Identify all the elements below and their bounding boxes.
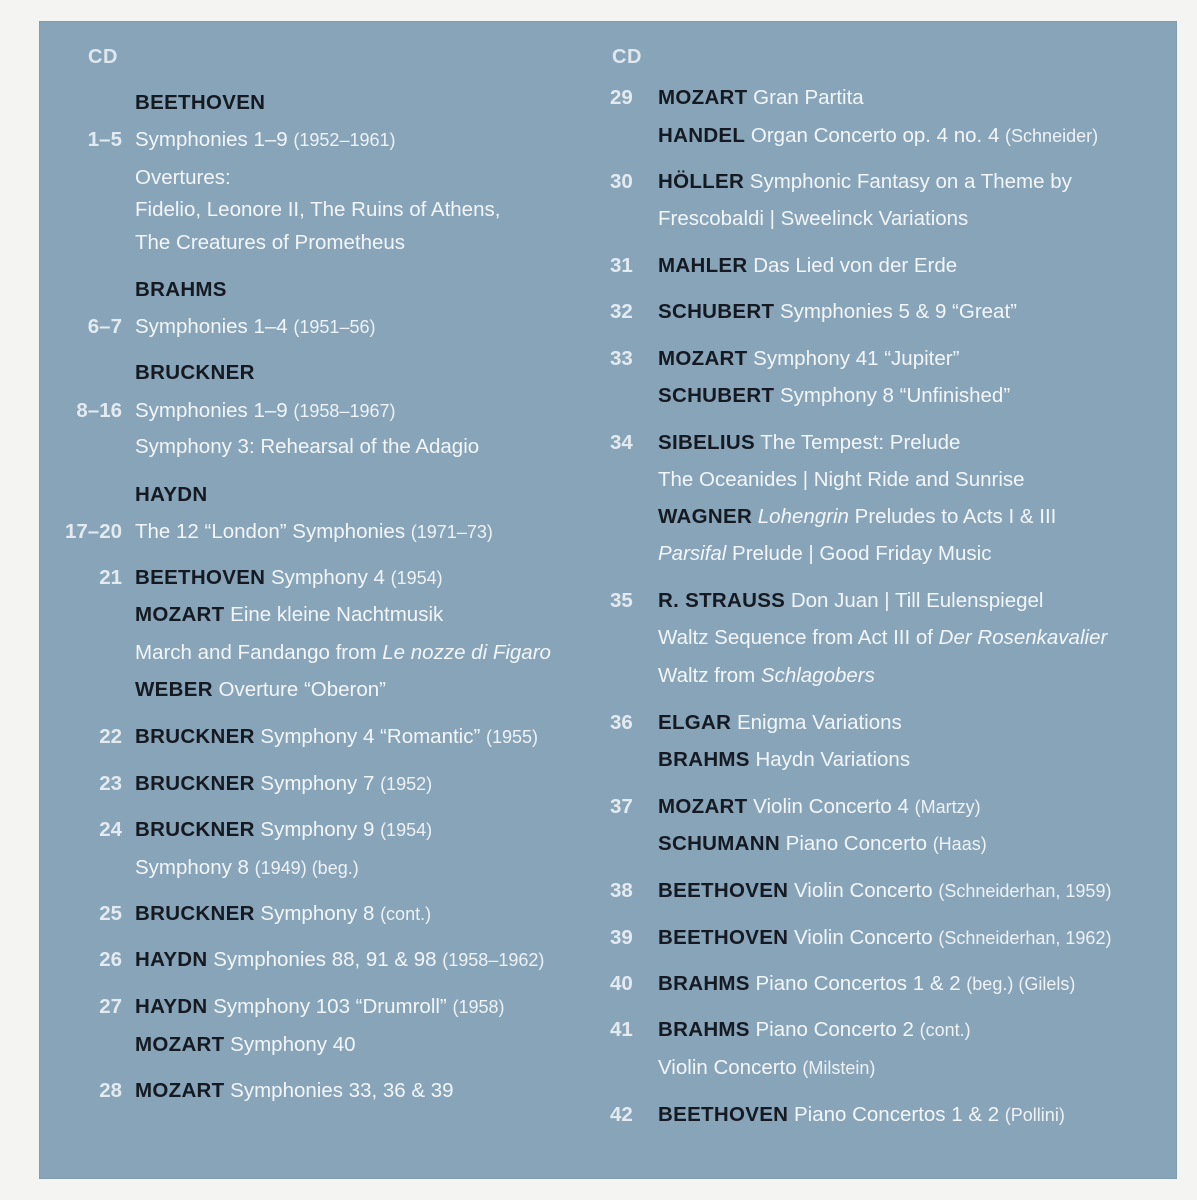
work-title: Piano Concertos 1 & 2 [749, 972, 967, 995]
work-title: Violin Concerto 4 [747, 795, 915, 818]
work-title: Overture “Oberon” [212, 678, 386, 701]
performance-detail: (1949) (beg.) [254, 858, 359, 878]
cd-number: 26 [99, 948, 122, 971]
composer-name: MOZART [658, 86, 748, 109]
tracklist-line [135, 519, 493, 545]
composer-name: R. STRAUSS [658, 589, 786, 612]
tracklist-line [658, 299, 1017, 325]
tracklist-line [658, 971, 1075, 997]
composer-name: MOZART [135, 603, 225, 626]
tracklist-line [135, 994, 505, 1020]
tracklist-line [658, 710, 902, 736]
tracklist-line [658, 504, 1056, 530]
work-title: The Oceanides | Night Ride and Sunrise [658, 468, 1025, 491]
tracklist-line [135, 724, 538, 750]
work-title: Overtures: [135, 166, 231, 189]
work-title-cont: Prelude | Good Friday Music [726, 542, 992, 565]
work-title: Piano Concerto [779, 832, 933, 855]
composer-name: BRUCKNER [135, 818, 255, 841]
work-title: The Creatures of Prometheus [135, 231, 406, 254]
cd-number: 29 [610, 86, 633, 109]
tracklist-line [135, 230, 405, 256]
work-title: Violin Concerto [658, 1056, 803, 1079]
work-title: Symphonies 1–4 [135, 315, 294, 338]
composer-name: BEETHOVEN [658, 926, 789, 949]
work-title: Symphonies 88, 91 & 98 [207, 948, 443, 971]
tracklist-line [658, 794, 981, 820]
work-title: Don Juan | Till Eulenspiegel [785, 589, 1044, 612]
work-title: Haydn Variations [749, 748, 911, 771]
work-title: Enigma Variations [731, 711, 902, 734]
work-title: Piano Concertos 1 & 2 [788, 1103, 1005, 1126]
tracklist-line [135, 640, 551, 666]
work-title: The 12 “London” Symphonies [135, 520, 411, 543]
tracklist-line [658, 1102, 1065, 1128]
performance-detail: (1958–1967) [293, 401, 396, 421]
cd-number: 35 [610, 589, 633, 612]
composer-name: BEETHOVEN [658, 1103, 789, 1126]
cd-number: 33 [610, 347, 633, 370]
tracklist-line [658, 169, 1072, 195]
work-title: The Tempest: Prelude [754, 431, 961, 454]
composer-name: HANDEL [658, 124, 746, 147]
work-title: Symphony 4 [265, 566, 391, 589]
work-title: Symphonies 33, 36 & 39 [224, 1079, 454, 1102]
tracklist-line [135, 947, 544, 973]
tracklist-line [658, 383, 1010, 409]
cd-number: 38 [610, 879, 633, 902]
work-title: Das Lied von der Erde [747, 254, 958, 277]
tracklist-line [658, 253, 957, 279]
cd-number: 37 [610, 795, 633, 818]
performance-detail: (1954) [380, 820, 433, 840]
tracklist-line [658, 588, 1043, 614]
composer-name: BRUCKNER [135, 725, 255, 748]
composer-name: MOZART [658, 347, 748, 370]
performance-detail: (beg.) (Gilels) [966, 974, 1076, 994]
tracklist-line [658, 925, 1111, 951]
work-title: Symphony 7 [254, 772, 381, 795]
performance-detail: (1955) [486, 727, 539, 747]
tracklist-panel [40, 22, 1176, 1178]
performance-detail: (Haas) [932, 834, 987, 854]
cd-number: 22 [99, 725, 122, 748]
composer-name: SIBELIUS [658, 431, 755, 454]
work-title: Gran Partita [747, 86, 864, 109]
tracklist-line [135, 197, 500, 223]
performance-detail: (Schneider) [1005, 126, 1099, 146]
cd-number: 31 [610, 254, 633, 277]
cd-number: 17–20 [64, 520, 122, 543]
composer-name: WAGNER [658, 505, 753, 528]
cd-number: 34 [610, 431, 633, 454]
performance-detail: (Schneiderhan, 1959) [938, 881, 1112, 901]
composer-name: WEBER [135, 678, 213, 701]
work-title: Symphonic Fantasy on a Theme by [744, 170, 1072, 193]
composer-name: HAYDN [135, 995, 208, 1018]
composer-name: HAYDN [135, 948, 208, 971]
tracklist-line [135, 1078, 454, 1104]
tracklist-line [135, 677, 386, 703]
cd-number: 1–5 [87, 128, 122, 151]
composer-name: BRAHMS [135, 278, 227, 301]
performance-detail: (1958) [452, 997, 505, 1017]
composer-name: BRAHMS [658, 1018, 750, 1041]
work-title: Violin Concerto [788, 926, 939, 949]
performance-detail: (Milstein) [802, 1058, 876, 1078]
tracklist-line [135, 314, 375, 340]
work-title: Waltz from [658, 664, 761, 687]
cd-header-right: CD [612, 46, 642, 68]
composer-name: MOZART [135, 1033, 225, 1056]
work-title: Symphony 8 [254, 902, 381, 925]
performance-detail: (Schneiderhan, 1962) [938, 928, 1112, 948]
performance-detail: (cont.) [919, 1020, 971, 1040]
performance-detail: (1958–1962) [442, 950, 545, 970]
composer-name: BRUCKNER [135, 772, 255, 795]
work-title: Symphony 40 [224, 1033, 356, 1056]
work-title: Symphony 8 [135, 856, 255, 879]
work-title: Symphony 41 “Jupiter” [747, 347, 960, 370]
tracklist-line [658, 430, 960, 456]
tracklist-line [658, 1017, 971, 1043]
work-title-italic: Le nozze di Figaro [382, 641, 551, 664]
cd-number: 40 [610, 972, 633, 995]
composer-name: SCHUBERT [658, 384, 775, 407]
performance-detail: (1971–73) [410, 522, 493, 542]
cd-number: 28 [99, 1079, 122, 1102]
composer-name: HÖLLER [658, 170, 745, 193]
work-title: Symphony 3: Rehearsal of the Adagio [135, 435, 480, 458]
tracklist-line [658, 831, 987, 857]
cd-number: 39 [610, 926, 633, 949]
work-title: Waltz Sequence from Act III of [658, 626, 939, 649]
composer-name: SCHUMANN [658, 832, 780, 855]
composer-name: ELGAR [658, 711, 732, 734]
tracklist-line [658, 878, 1111, 904]
cd-header-left: CD [88, 46, 118, 68]
tracklist-line [135, 771, 432, 797]
work-title: Organ Concerto op. 4 no. 4 [745, 124, 1006, 147]
tracklist-line [135, 817, 432, 843]
performance-detail: (Pollini) [1004, 1105, 1065, 1125]
tracklist-line [135, 90, 265, 116]
tracklist-line [658, 346, 959, 372]
tracklist-line [135, 165, 231, 191]
tracklist-line [135, 901, 431, 927]
composer-name: BRUCKNER [135, 361, 255, 384]
cd-number: 25 [99, 902, 122, 925]
work-title: Symphonies 5 & 9 “Great” [774, 300, 1017, 323]
tracklist-line [135, 398, 396, 424]
tracklist-line [135, 482, 208, 508]
work-title: Violin Concerto [788, 879, 939, 902]
tracklist-line [135, 855, 359, 881]
tracklist-line [658, 85, 864, 111]
cd-number: 30 [610, 170, 633, 193]
work-title: Symphony 103 “Drumroll” [207, 995, 453, 1018]
composer-name: MAHLER [658, 254, 748, 277]
composer-name: BRUCKNER [135, 902, 255, 925]
work-title: Symphony 4 “Romantic” [254, 725, 486, 748]
tracklist-line [658, 467, 1025, 493]
cd-number: 32 [610, 300, 633, 323]
work-title: Symphony 9 [254, 818, 381, 841]
composer-name: BRAHMS [658, 748, 750, 771]
work-title: Symphony 8 “Unfinished” [774, 384, 1011, 407]
cd-number: 42 [610, 1103, 633, 1126]
composer-name: MOZART [658, 795, 748, 818]
tracklist-line [135, 1032, 356, 1058]
cd-number: 41 [610, 1018, 633, 1041]
tracklist-line [658, 747, 910, 773]
tracklist-line [135, 434, 479, 460]
work-title: Fidelio, Leonore II, The Ruins of Athens, [135, 198, 501, 221]
tracklist-line [135, 360, 255, 386]
cd-number: 23 [99, 772, 122, 795]
cd-number: 6–7 [87, 315, 122, 338]
performance-detail: (cont.) [380, 904, 432, 924]
composer-name: BEETHOVEN [135, 566, 266, 589]
tracklist-line [658, 625, 1107, 651]
work-title: Eine kleine Nachtmusik [224, 603, 444, 626]
tracklist-line [135, 277, 227, 303]
work-title-italic: Parsifal [658, 542, 727, 565]
performance-detail: (1951–56) [293, 317, 376, 337]
work-title-italic: Lohengrin [757, 505, 849, 528]
cd-number: 24 [99, 818, 122, 841]
tracklist-line [135, 565, 443, 591]
performance-detail: (1952–1961) [293, 130, 396, 150]
cd-number: 8–16 [76, 399, 122, 422]
work-title: Symphonies 1–9 [135, 399, 294, 422]
tracklist-line [658, 1055, 875, 1081]
composer-name: BEETHOVEN [658, 879, 789, 902]
composer-name: SCHUBERT [658, 300, 775, 323]
composer-name: BEETHOVEN [135, 91, 266, 114]
cd-number: 36 [610, 711, 633, 734]
work-title: Frescobaldi | Sweelinck Variations [658, 207, 969, 230]
composer-name: MOZART [135, 1079, 225, 1102]
composer-name: HAYDN [135, 483, 208, 506]
work-title: Piano Concerto 2 [749, 1018, 920, 1041]
performance-detail: (Martzy) [914, 797, 981, 817]
performance-detail: (1952) [380, 774, 433, 794]
work-title: March and Fandango from [135, 641, 383, 664]
tracklist-line [658, 541, 991, 567]
tracklist-line [135, 602, 443, 628]
composer-name: BRAHMS [658, 972, 750, 995]
tracklist-line [658, 206, 968, 232]
work-title: Symphonies 1–9 [135, 128, 294, 151]
cd-number: 21 [99, 566, 122, 589]
work-title-italic: Der Rosenkavalier [938, 626, 1108, 649]
cd-number: 27 [99, 995, 122, 1018]
performance-detail: (1954) [390, 568, 443, 588]
work-title-italic: Schlagobers [760, 664, 875, 687]
tracklist-line [658, 123, 1098, 149]
work-title-cont: Preludes to Acts I & III [848, 505, 1057, 528]
tracklist-line [658, 663, 875, 689]
tracklist-line [135, 127, 396, 153]
